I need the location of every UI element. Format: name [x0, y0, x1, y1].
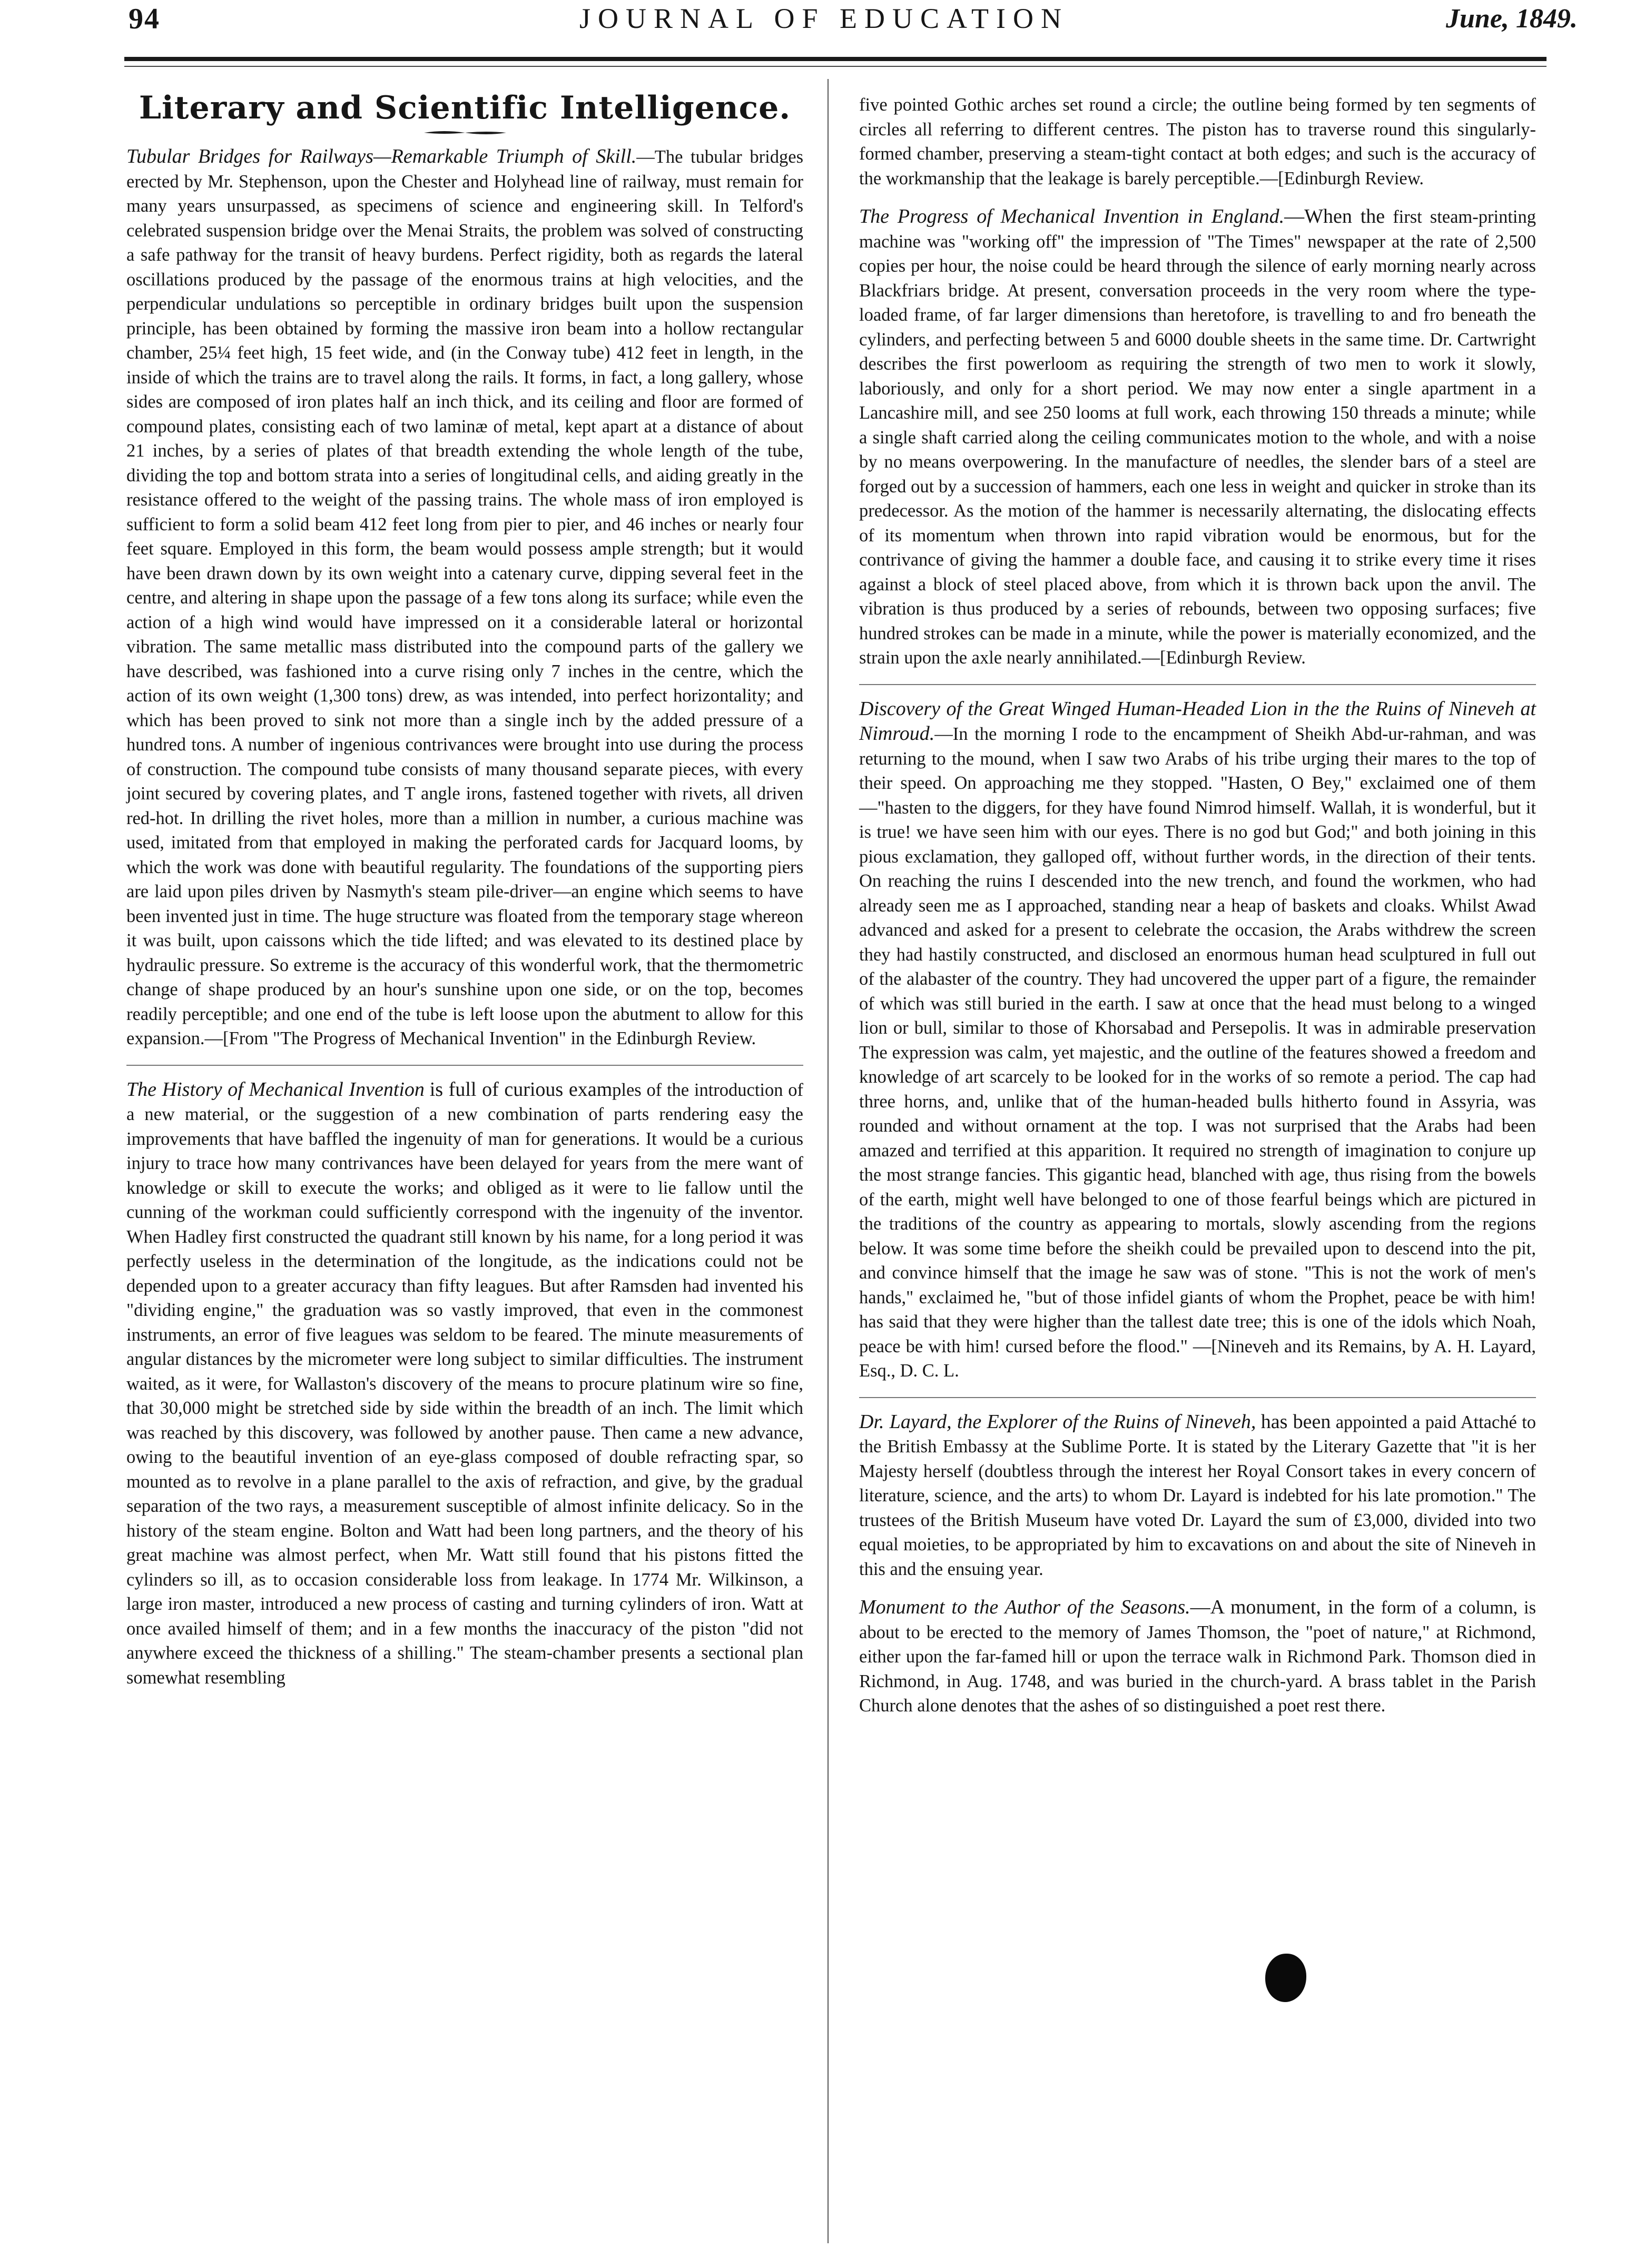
section-ornament [423, 128, 507, 137]
article-body: first steam-printing machine was "working off" the impression of "The Times" newspaper at the rate of 2,500 copies per hour, the noise could be heard through the silence of early morning nearly across Blackfriars bridge. At present, conversation proceeds in the very room where the type-loaded frame, of far larger dimensions than heretofore, is travelling to and fro beneath the cylinders, and perfecting between 5 and 6000 double sheets in the same time. Dr. Cartwright describes the first powerloom as requiring the strength of two men to work it slowly, laboriously, and only for a short period. We may now enter a single apartment in a Lancashire mill, and see 250 looms at full work, each throwing 150 threads a minute; while a single shaft carried along the ceiling communicates motion to the whole, and with a noise by no means overpowering. In the manufacture of needles, the slender bars of a steel are forged out by a succession of hammers, each one less in weight and quicker in stroke than its predecessor. As the motion of the hammer is necessarily alternating, the dislocating effects of its momentum when thrown into rapid vibration would be enormous, but for the contrivance of giving the hammer a double face, and causing it to strike every time it rises against a block of steel placed above, from which it is thrown back upon the anvil. The vibration is thus produced by a series of rebounds, between two opposing surfaces; five hundred strokes can be made in a minute, while the power is materially economized, and the strain upon the axle nearly annihilated.—[Edinburgh Review. [859, 207, 1536, 668]
article-lead: —When the [1284, 205, 1385, 227]
article-lead: is full of curious exam [429, 1078, 613, 1101]
column-divider [828, 79, 829, 2243]
right-column [859, 93, 1536, 1732]
article-heading: Dr. Layard, the Explorer of the Ruins of Nineveh, [859, 1410, 1256, 1433]
article-body: —The tubular bridges erected by Mr. Stephenson, upon the Chester and Holyhead line of railway, must remain for many years unsurpassed, as specimens of science and engineering skill. In Telford's celebrated suspension bridge over the Menai Straits, the problem was solved of constructing a safe pathway for the transit of heavy burdens. Perfect rigidity, both as regards the lateral oscillations produced by the passage of the enormous trains at high velocities, and the perpendicular undulations so perceptible in ordinary bridges built upon the suspension principle, has been obtained by forming the massive iron beam into a hollow rectangular chamber, 25¼ feet high, 15 feet wide, and (in the Conway tube) 412 feet in length, in the inside of which the trains are to travel along the rails. It forms, in fact, a long gallery, whose sides are composed of iron plates half an inch thick, and its ceiling and floor are formed of compound plates, consisting each of two laminæ of metal, kept apart at a distance of about 21 inches, by a series of plates of that breadth extending the whole length of the tube, dividing the top and bottom strata into a series of longitudinal cells, and aiding greatly in the resistance offered to the weight of the passing trains. The whole mass of iron employed is sufficient to form a solid beam 412 feet long from pier to pier, and 46 inches or nearly four feet square. Employed in this form, the beam would possess ample strength; but it would have been drawn down by its own weight into a catenary curve, dipping several feet in the centre, and altering in shape upon the passage of a few tons along its surface; while even the action of a high wind would have impressed on it a considerable lateral or horizontal vibration. The same metallic mass distributed into the compound parts of the gallery we have described, was fashioned into a curve rising only 7 inches in the centre, which the action of its own weight (1,300 tons) drew, as was intended, into perfect horizontality; and which has been proved to sink not more than a single inch by the added pressure of a hundred tons. A number of ingenious contrivances were brought into use during the process of construction. The compound tube consists of many thousand separate pieces, with every joint secured by covering plates, and T angle irons, fastened together with rivets, all driven red-hot. In drilling the rivet holes, more than a million in number, a curious machine was used, imitated from that employed in making the perforated cards for Jacquard looms, by which the work was done with beautiful regularity. The foundations of the supporting piers are laid upon piles driven by Nasmyth's steam pile-driver—an engine which seems to have been invented just in time. The huge structure was floated from the temporary stage whereon it was built, upon caissons which the tide lifted; and was elevated to its destined place by hydraulic pressure. So extreme is the accuracy of this wonderful work, that the thermometric change of shape produced by an hour's sunshine upon one side, or on the top, becomes readily perceptible; and one end of the tube is left loose upon the abutment to allow for this expansion.—[From "The Progress of Mechanical Invention" in the Edinburgh Review. [126, 147, 803, 1048]
section-title: Literary and Scientific Intelligence. [139, 90, 791, 126]
article-history-mechanical-invention [126, 1077, 803, 1690]
article-heading: The Progress of Mechanical Invention in England. [859, 205, 1285, 227]
article-separator [126, 1065, 803, 1066]
article-heading: Tubular Bridges for Railways—Remarkable Triumph of Skill. [126, 145, 637, 167]
article-body: appointed a paid Attaché to the British Embassy at the Sublime Porte. It is stated by the Literary Gazette that "it is her Majesty herself (doubtless through the interest her Royal Consort takes in every concern of literature, science, and the arts) to whom Dr. Layard is indebted for his late promotion." The trustees of the British Museum have voted Dr. Layard the sum of £3,000, divided into two equal moieties, to be appropriated by him to excavations on and about the site of Nineveh in this and the ensuing year. [859, 1412, 1536, 1579]
header-rule-thick [124, 57, 1547, 61]
article-dr-layard [859, 1410, 1536, 1582]
article-winged-lion [859, 697, 1536, 1383]
ink-blot [1265, 1954, 1306, 2002]
article-body: —In the morning I rode to the encampment of Sheikh Abd-ur-rahman, and was returning to the mound, when I saw two Arabs of his tribe urging their mares to the top of their speed. On approaching me they stopped. "Hasten, O Bey," exclaimed one of them—"hasten to the diggers, for they have found Nimrod himself. Wallah, it is wonderful, but it is true! we have seen him with our eyes. There is no god but God;" and both joining in this pious exclamation, they galloped off, without further words, in the direction of their tents. On reaching the ruins I descended into the new trench, and found the workmen, who had already seen me as I approached, standing near a heap of baskets and cloaks. Whilst Awad advanced and asked for a present to celebrate the occasion, the Arabs withdrew the screen they had hastily constructed, and disclosed an enormous human head sculptured in full out of the alabaster of the country. They had uncovered the upper part of a figure, the remainder of which was still buried in the earth. I saw at once that the head must belong to a winged lion or bull, similar to those of Khorsabad and Persepolis. It was in admirable preservation The expression was calm, yet majestic, and the outline of the features showed a freedom and knowledge of art scarcely to be looked for in the works of so remote a period. The cap had three horns, and, unlike that of the human-headed bulls hitherto found in Assyria, was rounded and without ornament at the top. I was not surprised that the Arabs had been amazed and terrified at this apparition. It required no strength of imagination to conjure up the most strange fancies. This gigantic head, blanched with age, thus rising from the bowels of the earth, might well have belonged to one of those fearful beings which are pictured in the traditions of the country as appearing to mortals, slowly ascending from the regions below. It was some time before the sheikh could be prevailed upon to descend into the pit, and convince himself that the image he saw was of stone. "This is not the work of men's hands," exclaimed he, "but of those infidel giants of whom the Prophet, peace be with him! has said that they were higher than the tallest date tree; this is one of the idols which Noah, peace be with him! cursed before the flood." —[Nineveh and its Remains, by A. H. Layard, Esq., D. C. L. [859, 724, 1536, 1381]
article-history-continuation [859, 93, 1536, 191]
journal-title: JOURNAL OF EDUCATION [579, 3, 1069, 34]
running-head [0, 0, 1635, 58]
header-rule-thin [124, 66, 1547, 67]
article-body: form of a column, is about to be erected to the memory of James Thomson, the "poet of nature," at Richmond, either upon the far-famed hill or upon the terrace walk in Richmond Park. Thomson died in Richmond, in Aug. 1748, and was buried in the church-yard. A brass tablet in the Parish Church alone denotes that the ashes of so distinguished a poet rest there. [859, 1598, 1536, 1716]
article-tubular-bridges [126, 144, 803, 1051]
article-heading: Discovery of the Great Winged Human-Headed Lion in the the Ruins of Nineveh at Nimroud. [859, 697, 1536, 745]
left-column [126, 88, 803, 1704]
article-lead: —A monument, in the [1190, 1596, 1375, 1618]
article-heading: Monument to the Author of the Seasons. [859, 1596, 1190, 1618]
issue-date: June, 1849. [1446, 4, 1578, 34]
article-body: ples of the introduction of a new material, or the suggestion of a new combination of parts rendering easy the improvements that have baffled the ingenuity of man for generations. It would be a curious injury to trace how many contrivances have been delayed for years from the mere want of knowledge or skill to execute the works; and obliged as it were to lie fallow until the cunning of the workman could sufficiently correspond with the ingenuity of the inventor. When Hadley first constructed the quadrant still known by his name, for a long period it was perfectly useless in the determination of the longitude, as the indications could not be depended upon to a greater accuracy than fifty leagues. But after Ramsden had invented his "dividing engine," the graduation was so vastly improved, that even in the commonest instruments, an error of five leagues was seldom to be feared. The minute measurements of angular distances by the micrometer were long subject to similar difficulties. The instrument waited, as it were, for Wallaston's discovery of the means to procure platinum wire so fine, that 30,000 might be stretched side by side within the breadth of an inch. The limit which was reached by this discovery, was followed by another pause. Then came a new advance, owing to the beautiful invention of an eye-glass composed of double refracting spar, so mounted as to revolve in a plane parallel to the axis of refraction, and give, by the gradual separation of the two rays, a measurement susceptible of almost infinite delicacy. So in the history of the steam engine. Bolton and Watt had been long partners, and the theory of his great machine was almost perfect, when Mr. Watt still found that his pistons fitted the cylinders so ill, as to occasion considerable loss from leakage. In 1774 Mr. Wilkinson, a large iron master, introduced a new process of casting and turning cylinders of iron. Watt at once availed himself of them; and in a few months the inaccuracy of the piston "did not anywhere exceed the thickness of a shilling." The steam-chamber presents a sectional plan somewhat resembling [126, 1079, 803, 1688]
article-progress-in-england [859, 204, 1536, 670]
article-lead: has been [1260, 1410, 1331, 1433]
article-separator [859, 684, 1536, 685]
article-continuation: five pointed Gothic arches set round a circle; the outline being formed by ten segments of circles all referring to different centres. The piston has to traverse round this singularly-formed chamber, preserving a steam-tight contact at both edges; and such is the accuracy of the workmanship that the leakage is barely perceptible.—[Edinburgh Review. [859, 95, 1536, 189]
article-separator [859, 1397, 1536, 1398]
article-heading: The History of Mechanical Invention [126, 1078, 425, 1101]
page-number: 94 [129, 3, 160, 35]
article-thomson-monument [859, 1595, 1536, 1718]
